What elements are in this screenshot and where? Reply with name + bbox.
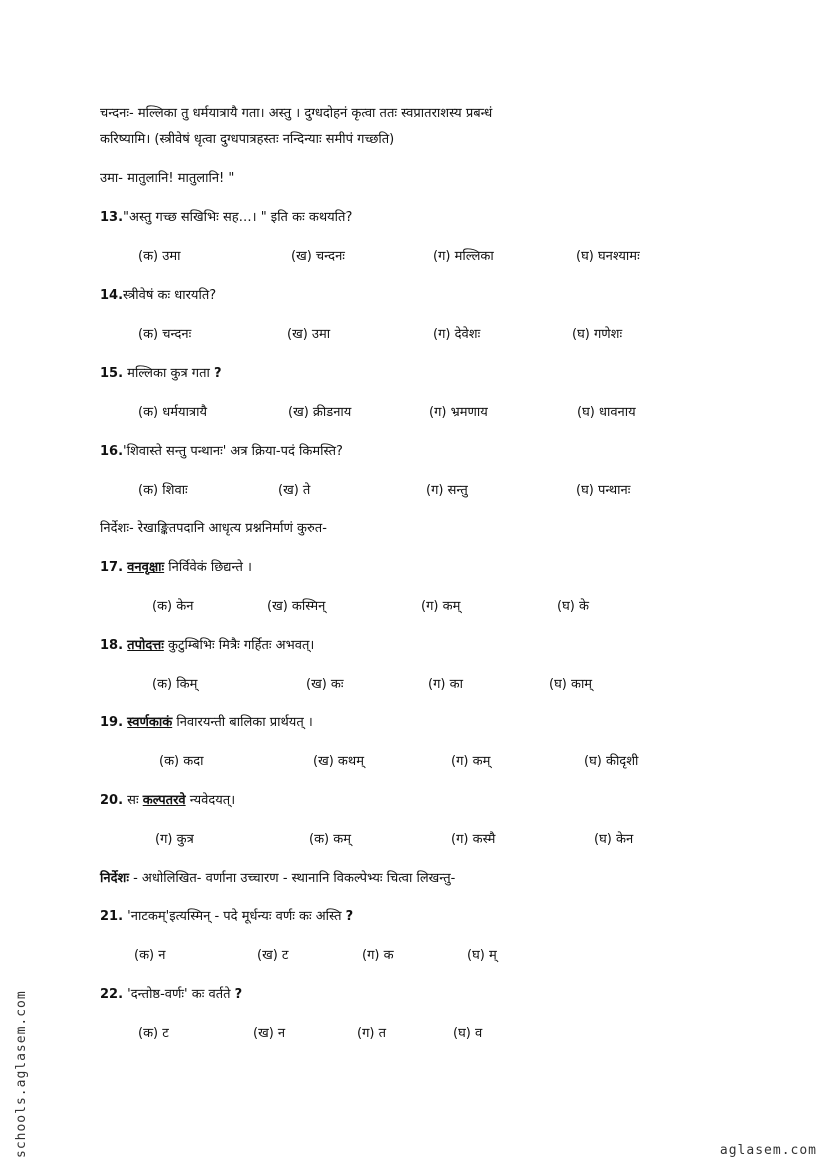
q14-option-b[interactable]: (ख) उमा xyxy=(287,327,331,342)
q16-option-c[interactable]: (ग) सन्तु xyxy=(426,483,468,498)
q13-option-a[interactable]: (क) उमा xyxy=(138,249,181,264)
q20-option-b[interactable]: (क) कम् xyxy=(309,832,352,847)
q16-option-a[interactable]: (क) शिवाः xyxy=(138,483,188,498)
q16-option-d[interactable]: (घ) पन्थानः xyxy=(576,483,631,498)
question-text: निवारयन्ती बालिका प्रार्थयत् । xyxy=(172,715,313,730)
q21-option-d[interactable]: (घ) म् xyxy=(467,948,497,963)
question-mark: ? xyxy=(234,987,243,1002)
q19-option-c[interactable]: (ग) कम् xyxy=(451,754,491,769)
question-number: 22. xyxy=(100,987,124,1002)
q14-option-c[interactable]: (ग) देवेशः xyxy=(433,327,481,342)
q13-option-c[interactable]: (ग) मल्लिका xyxy=(433,249,494,264)
q13-option-b[interactable]: (ख) चन्दनः xyxy=(291,249,345,264)
question-18 xyxy=(100,637,314,655)
q22-option-c[interactable]: (ग) त xyxy=(357,1026,387,1041)
question-number: 18. xyxy=(100,638,124,653)
q19-option-d[interactable]: (घ) कीदृशी xyxy=(584,754,639,769)
q20-option-c[interactable]: (ग) कस्मै xyxy=(451,832,496,847)
passage-line-1: चन्दनः- मल्लिका तु धर्मयात्रायै गता। अस्तु । दुग्धदोहनं कृत्वा ततः स्वप्रातराशस्य प्रबन्धं xyxy=(100,106,493,121)
question-number: 19. xyxy=(100,715,124,730)
question-15 xyxy=(100,365,222,383)
question-text: 'दन्तोष्ठ-वर्णः' कः वर्तते xyxy=(127,987,231,1002)
question-text: निर्विवेकं छिद्यन्ते । xyxy=(164,560,252,575)
q18-option-b[interactable]: (ख) कः xyxy=(306,677,344,692)
passage-line-2: करिष्यामि। (स्त्रीवेषं धृत्वा दुग्धपात्रहस्तः नन्दिन्याः समीपं गच्छति) xyxy=(100,132,395,147)
q22-option-a[interactable]: (क) ट xyxy=(138,1026,169,1041)
q14-option-a[interactable]: (क) चन्दनः xyxy=(138,327,192,342)
question-22 xyxy=(100,986,242,1004)
question-number: 14. xyxy=(100,288,124,303)
question-14 xyxy=(100,287,216,305)
q15-option-b[interactable]: (ख) क्रीडनाय xyxy=(288,405,352,420)
question-text: "अस्तु गच्छ सखिभिः सह…। " इति कः कथयति? xyxy=(123,210,353,225)
q22-option-b[interactable]: (ख) न xyxy=(253,1026,286,1041)
q21-option-a[interactable]: (क) न xyxy=(134,948,166,963)
q16-option-b[interactable]: (ख) ते xyxy=(278,483,311,498)
question-text: 'शिवास्ते सन्तु पन्थानः' अत्र क्रिया-पदं किमस्ति? xyxy=(123,444,343,459)
q18-option-c[interactable]: (ग) का xyxy=(428,677,463,692)
instruction-label: निर्देशः xyxy=(100,871,129,886)
q21-option-c[interactable]: (ग) क xyxy=(362,948,394,963)
underlined-word: कल्पतरवे xyxy=(142,793,186,808)
q21-option-b[interactable]: (ख) ट xyxy=(257,948,289,963)
question-20 xyxy=(100,792,235,810)
q20-option-d[interactable]: (घ) केन xyxy=(594,832,634,847)
q20-option-a[interactable]: (ग) कुत्र xyxy=(155,832,194,847)
q22-option-d[interactable]: (घ) व xyxy=(453,1026,483,1041)
question-16 xyxy=(100,443,343,461)
q17-option-d[interactable]: (घ) के xyxy=(557,599,589,614)
q15-option-d[interactable]: (घ) धावनाय xyxy=(577,405,636,420)
q19-option-a[interactable]: (क) कदा xyxy=(159,754,204,769)
side-watermark: schools.aglasem.com xyxy=(14,990,29,1158)
question-mark: ? xyxy=(214,366,222,381)
question-17 xyxy=(100,559,252,577)
question-19 xyxy=(100,714,313,732)
question-text: न्यवेदयत्। xyxy=(185,793,236,808)
instruction-text: - अधोलिखित- वर्णाना उच्चारण - स्थानानि विकल्पेभ्यः चित्वा लिखन्तु- xyxy=(128,871,456,886)
question-text: स्त्रीवेषं कः धारयति? xyxy=(123,288,217,303)
question-number: 15. xyxy=(100,366,124,381)
question-number: 13. xyxy=(100,210,124,225)
q17-option-a[interactable]: (क) केन xyxy=(152,599,194,614)
q17-option-c[interactable]: (ग) कम् xyxy=(421,599,461,614)
question-text: मल्लिका कुत्र गता xyxy=(127,366,210,381)
instruction-pronunciation-places xyxy=(100,870,455,888)
question-number: 21. xyxy=(100,909,124,924)
question-text: कुटुम्बिभिः मित्रैः गर्हितः अभवत्। xyxy=(163,638,315,653)
q13-option-d[interactable]: (घ) घनश्यामः xyxy=(576,249,640,264)
underlined-word: तपोदत्तः xyxy=(127,638,164,653)
q15-option-c[interactable]: (ग) भ्रमणाय xyxy=(429,405,488,420)
underlined-word: वनवृक्षाः xyxy=(127,560,165,575)
question-mark: ? xyxy=(345,909,354,924)
q15-option-a[interactable]: (क) धर्मयात्रायै xyxy=(138,405,208,420)
question-13 xyxy=(100,209,352,227)
q18-option-d[interactable]: (घ) काम् xyxy=(549,677,593,692)
underlined-word: स्वर्णकाकं xyxy=(127,715,173,730)
q19-option-b[interactable]: (ख) कथम् xyxy=(313,754,364,769)
q14-option-d[interactable]: (घ) गणेशः xyxy=(572,327,623,342)
passage-line-3: उमा- मातुलानि! मातुलानि! " xyxy=(100,171,235,186)
q18-option-a[interactable]: (क) किम् xyxy=(152,677,198,692)
question-text-prefix: सः xyxy=(127,793,143,808)
question-number: 20. xyxy=(100,793,124,808)
question-text: 'नाटकम्'इत्यस्मिन् - पदे मूर्धन्यः वर्णः कः अस्ति xyxy=(127,909,342,924)
bottom-watermark: aglasem.com xyxy=(719,1143,817,1158)
question-number: 16. xyxy=(100,444,124,459)
q17-option-b[interactable]: (ख) कस्मिन् xyxy=(267,599,326,614)
instruction-underlined-words: निर्देशः- रेखाङ्कितपदानि आधृत्य प्रश्ननिर्माणं कुरुत- xyxy=(100,521,327,536)
question-21 xyxy=(100,908,353,926)
question-number: 17. xyxy=(100,560,124,575)
